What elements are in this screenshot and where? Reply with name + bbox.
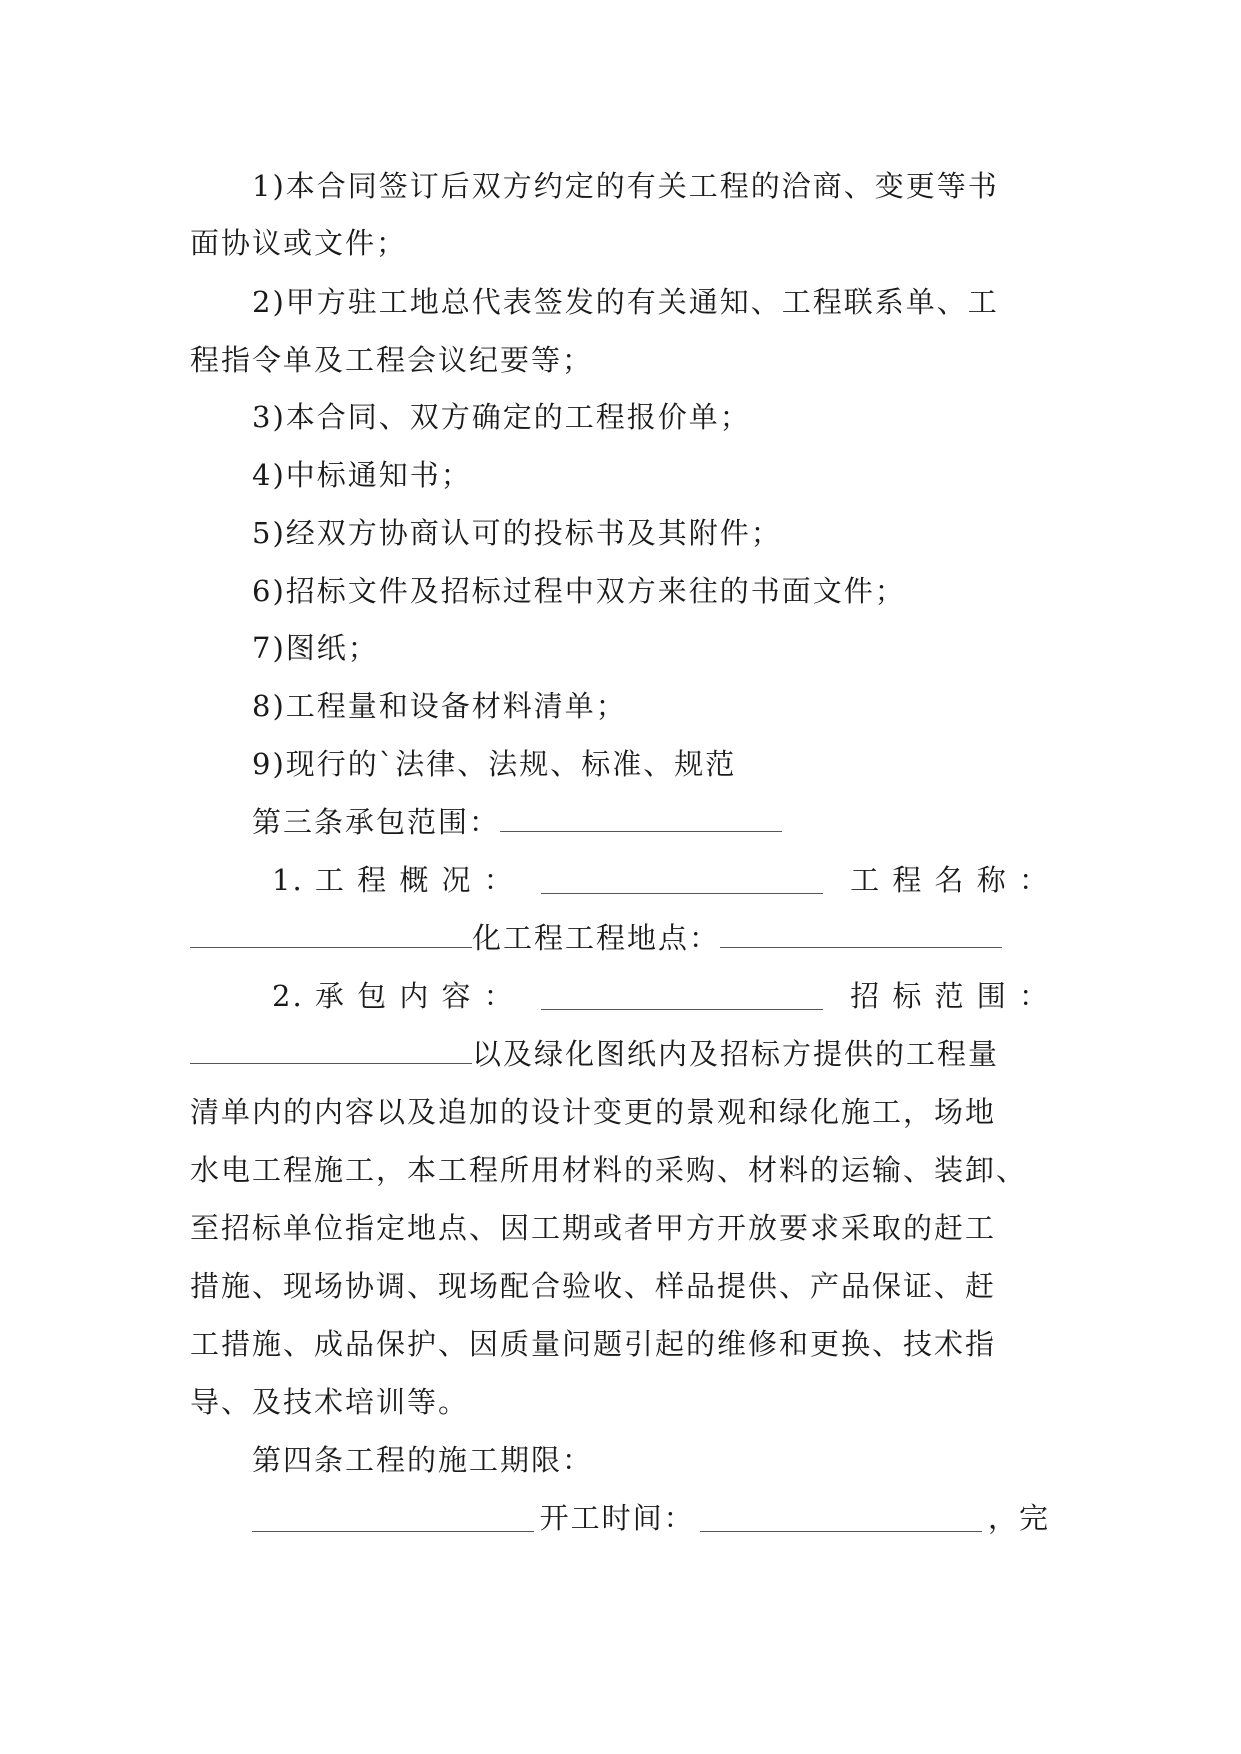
item-6: 6)招标文件及招标过程中双方来往的书面文件； (252, 574, 906, 608)
project-name-blank (190, 921, 472, 948)
tender-scope-line (190, 1034, 1050, 1074)
article-3-line (252, 802, 1050, 842)
article-3-label: 第三条承包范围： (252, 805, 501, 839)
project-location-line (190, 918, 1050, 958)
start-time-blank (700, 1505, 982, 1532)
item-5: 5)经双方协商认可的投标书及其附件； (252, 516, 782, 550)
scope-blank (500, 805, 782, 832)
contract-content-line (272, 976, 1050, 1016)
project-name-label: 工 程 名 称 ： (850, 863, 1050, 897)
item-7: 7)图纸； (252, 631, 379, 665)
contract-content-blank (541, 983, 823, 1010)
item-2-line-1: 2)甲方驻工地总代表签发的有关通知、工程联系单、工 (252, 285, 999, 319)
scope-text-line-4: 措施、现场协调、现场配合验收、样品提供、产品保证、赶 (190, 1269, 997, 1303)
item-8: 8)工程量和设备材料清单； (252, 689, 627, 723)
project-location-label: 化工程工程地点： (472, 921, 721, 955)
item-1-line-1: 1)本合同签订后双方约定的有关工程的洽商、变更等书 (252, 169, 999, 203)
project-location-blank (720, 921, 1002, 948)
project-overview-blank (541, 867, 823, 894)
tender-scope-label: 招 标 范 围 ： (850, 979, 1050, 1013)
tender-scope-text: 以及绿化图纸内及招标方提供的工程量 (472, 1037, 1000, 1071)
tender-scope-blank (190, 1037, 472, 1064)
article-4-label: 第四条工程的施工期限： (252, 1443, 594, 1477)
project-overview-line (272, 860, 1050, 900)
item-9: 9)现行的`法律、法规、标准、规范 (252, 747, 737, 781)
construction-period-line (252, 1498, 1050, 1538)
scope-text-line-5: 工措施、成品保护、因质量问题引起的维修和更换、技术指 (190, 1327, 997, 1361)
contract-content-label: 2. 承 包 内 容 ： (272, 979, 515, 1013)
start-time-label: 开工时间： (539, 1501, 695, 1535)
completion-label: ，完 (987, 1501, 1050, 1535)
item-3: 3)本合同、双方确定的工程报价单； (252, 400, 751, 434)
period-blank (252, 1505, 534, 1532)
item-2-line-2: 程指令单及工程会议纪要等； (190, 343, 594, 377)
scope-text-line-2: 水电工程施工，本工程所用材料的采购、材料的运输、装卸、 (190, 1153, 1028, 1187)
scope-text-line-6: 导、及技术培训等。 (190, 1385, 470, 1419)
scope-text-line-3: 至招标单位指定地点、因工期或者甲方开放要求采取的赶工 (190, 1211, 997, 1245)
item-4: 4)中标通知书； (252, 458, 472, 492)
project-overview-label: 1. 工 程 概 况 ： (272, 863, 515, 897)
item-1-line-2: 面协议或文件； (190, 226, 408, 260)
scope-text-line-1: 清单内的内容以及追加的设计变更的景观和绿化施工，场地 (190, 1095, 997, 1129)
